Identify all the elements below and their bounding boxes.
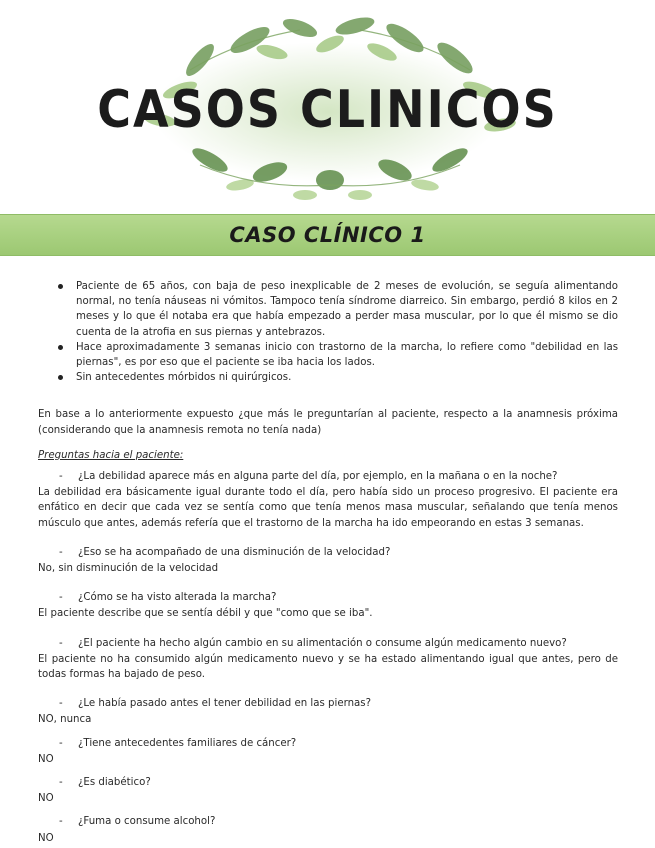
question-item: - ¿La debilidad aparece más en alguna parte del día, por ejemplo, en la mañana o en la noche? [38,469,618,484]
case-title-band [0,214,655,256]
question-item: - ¿El paciente ha hecho algún cambio en su alimentación o consume algún medicamento nuevo? [38,636,618,651]
case-content [38,279,618,846]
list-item: Hace aproximadamente 3 semanas inicio con trastorno de la marcha, lo refiere como "debilidad en las piernas", es por eso que el paciente se iba hacia los lados. [76,340,618,370]
answer-item: NO [38,793,54,805]
case-summary-list [38,279,618,385]
answer-item: NO [38,753,54,765]
case-title: CASO CLÍNICO 1 [229,223,426,247]
answer-item: NO, nunca [38,714,92,726]
list-item: Paciente de 65 años, con baja de peso inexplicable de 2 meses de evolución, se seguía alimentando normal, no tenía náuseas ni vómitos. Tampoco tenía síndrome diarreico. Sin embargo, perdió 8 kilos en 2 meses y lo que él notaba era que había empezado a perder masa muscular, por lo que él mismo se dio cuenta de la atrofia en sus piernas y antebrazos. [76,279,618,340]
answer-item: El paciente describe que se sentía débil y que "como que se iba". [38,608,373,620]
question-item: - ¿Eso se ha acompañado de una disminución de la velocidad? [38,545,618,560]
questions-subheading: Preguntas hacia el paciente: [38,449,184,461]
answer-item: La debilidad era básicamente igual durante todo el día, pero había sido un proceso progresivo. El paciente era enfático en decir que cada vez se sentía como que tenía menos masa muscular, señalando que tenía menos músculo que antes, además refería que el trastorno de la marcha ha ido empeorando en estas 3 semanas. [38,487,618,529]
answer-item: NO [38,832,54,844]
question-item: - ¿Fuma o consume alcohol? [38,814,618,829]
answer-item: El paciente no ha consumido algún medicamento nuevo y se ha estado alimentando igual que antes, pero de todas formas ha bajado de peso. [38,653,618,681]
question-item: - ¿Le había pasado antes el tener debilidad en las piernas? [38,696,618,711]
list-item: Sin antecedentes mórbidos ni quirúrgicos. [76,370,618,385]
question-item: - ¿Es diabético? [38,775,618,790]
question-item: - ¿Cómo se ha visto alterada la marcha? [38,590,618,605]
answer-item: No, sin disminución de la velocidad [38,563,219,575]
intro-paragraph: En base a lo anteriormente expuesto ¿que más le preguntarían al paciente, respecto a la anamnesis próxima (considerando que la anamnesis remota no tenía nada) [38,409,618,436]
question-item: - ¿Tiene antecedentes familiares de cáncer? [38,736,618,751]
page-title: CASOS CLINICOS [97,78,558,140]
